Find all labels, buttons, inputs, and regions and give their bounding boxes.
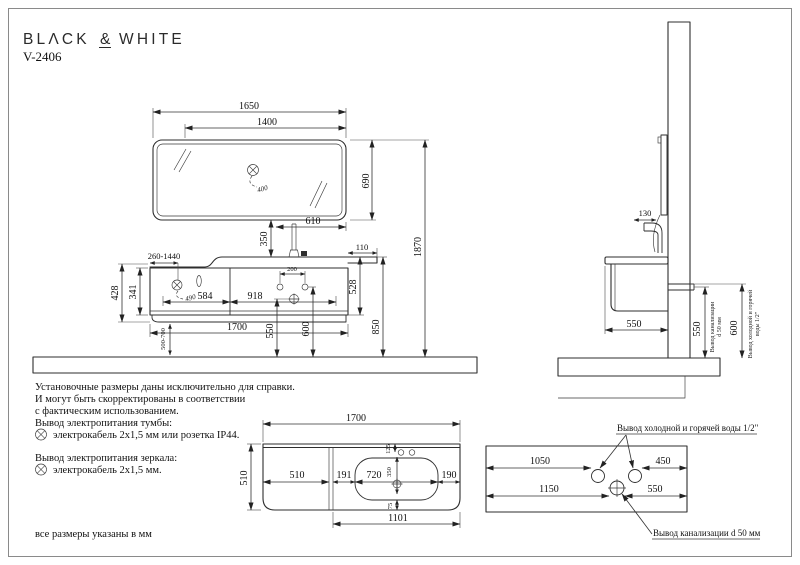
- water-point-right: [302, 284, 308, 290]
- water-outlet-left: [592, 470, 605, 483]
- dim-counter-to-floor: 850: [371, 319, 382, 335]
- faucet-front: [289, 224, 307, 257]
- dim-right-section: 918: [247, 291, 263, 302]
- floor-side: [558, 358, 720, 376]
- dim-drain-height-side: 550: [692, 321, 703, 337]
- outlets-view: [486, 423, 761, 539]
- dim-right-margin: 190: [441, 470, 457, 481]
- model-number: V-2406: [23, 49, 62, 64]
- drain-outlet-label-2: d 50 мм: [717, 317, 723, 337]
- dim-drain-right: 550: [647, 484, 663, 495]
- faucet-hole-right: [409, 450, 415, 456]
- dim-cabinet-full-height: 428: [110, 285, 121, 301]
- water-outlet-label-2: воды 1/2": [755, 311, 761, 337]
- dim-water-height-front: 600: [301, 321, 312, 337]
- top-view: [239, 413, 460, 528]
- mirror-power-spec: электрокабель 2x1,5 мм.: [53, 465, 162, 476]
- water-outlets-callout: Вывод холодной и горячей воды 1/2": [617, 423, 759, 433]
- notes-block: [35, 382, 295, 476]
- dim-water-height-side: 600: [729, 320, 740, 336]
- mirror-side: [661, 135, 667, 215]
- dim-counter-to-bottom: 528: [348, 279, 359, 295]
- mirror-cable: [653, 215, 660, 252]
- mirror-inner-frame: [157, 144, 342, 216]
- dim-leg-range: 500-700: [160, 328, 167, 350]
- note-line-3: с фактическим использованием.: [35, 406, 179, 417]
- dim-right-section-top: 1101: [388, 513, 408, 524]
- counter-side: [605, 257, 668, 264]
- brand-ampersand: &: [100, 31, 114, 48]
- cabinet-side: [611, 264, 668, 311]
- note-line-2: И могут быть скорректированы в соответствии: [35, 394, 246, 405]
- dim-mirror-width: 1650: [239, 101, 259, 112]
- dim-faucet-span: 610: [305, 216, 321, 227]
- dim-faucet-offset: 130: [638, 208, 652, 218]
- note-line-1: Установочные размеры даны исключительно для справки.: [35, 382, 295, 393]
- dim-basin-width: 720: [366, 470, 382, 481]
- dim-cabinet-depth: 550: [626, 319, 642, 330]
- dim-outlet-range: 260-1440: [147, 251, 181, 261]
- wall-panel: [668, 22, 690, 358]
- brand-left: BLΛCK: [23, 31, 90, 48]
- water-outlet-label-1: Вывод холодной и горячей: [748, 289, 754, 359]
- power-outlet-icon: [36, 429, 47, 440]
- dim-holes-spacing: 200: [287, 266, 297, 273]
- power-outlet-icon: [36, 464, 47, 475]
- drain-outlet-label-1: Вывод канализации: [710, 301, 716, 353]
- dim-mirror-light-width: 1400: [257, 117, 277, 128]
- dim-basin-center: 350: [386, 467, 393, 477]
- door-handle: [197, 276, 202, 287]
- dim-cabinet-outlet-height: 490: [184, 292, 197, 304]
- brand-logo: [23, 31, 185, 64]
- mirror-outline: [153, 140, 346, 220]
- dim-left-section: 584: [197, 291, 213, 302]
- mirror-power-title: Вывод электропитания зеркала:: [35, 453, 178, 464]
- faucet-hole-left: [398, 450, 404, 456]
- drain-outlet: [608, 479, 626, 497]
- dim-cabinet-width: 1700: [227, 322, 247, 333]
- brand-right: WHITE: [119, 31, 185, 48]
- water-outlet-right: [629, 470, 642, 483]
- drain-outlet-callout: Вывод канализации d 50 мм: [653, 528, 761, 538]
- dim-mirror-outlet-height: 400: [256, 183, 269, 195]
- side-view: [558, 22, 761, 398]
- dim-top-left-section: 510: [289, 470, 305, 481]
- floor-front: [33, 357, 477, 373]
- dim-water-left: 1050: [530, 456, 550, 467]
- dim-mirror-height: 690: [361, 173, 372, 189]
- units-note: все размеры указаны в мм: [35, 529, 152, 540]
- top-view-divider: [329, 448, 333, 511]
- dim-top-depth: 510: [239, 470, 250, 486]
- dim-water-right: 450: [655, 456, 671, 467]
- cabinet-plinth: [152, 315, 346, 322]
- cabinet-power-spec: электрокабель 2x1,5 мм или розетка IP44.: [53, 430, 240, 441]
- dim-front-margin: 75: [387, 502, 394, 510]
- dim-drain-height-front: 550: [265, 323, 276, 339]
- dim-divider-gap: 191: [336, 470, 352, 481]
- front-view: [33, 101, 477, 373]
- countertop-profile: [150, 257, 377, 267]
- dim-total-height: 1870: [413, 237, 424, 257]
- water-point-left: [277, 284, 283, 290]
- cabinet-power-outlet-icon: [172, 280, 183, 299]
- dim-counter-overhang: 110: [355, 242, 369, 252]
- mirror-power-outlet-icon: [248, 165, 259, 188]
- dim-top-total-width: 1700: [346, 413, 366, 424]
- cabinet-power-title: Вывод электропитания тумбы:: [35, 418, 173, 429]
- dim-mirror-gap: 350: [259, 231, 270, 247]
- faucet-side: [644, 223, 662, 253]
- dim-cabinet-body-height: 341: [128, 284, 139, 300]
- dim-holes-offset: 125: [385, 444, 392, 454]
- dim-drain-left: 1150: [539, 484, 559, 495]
